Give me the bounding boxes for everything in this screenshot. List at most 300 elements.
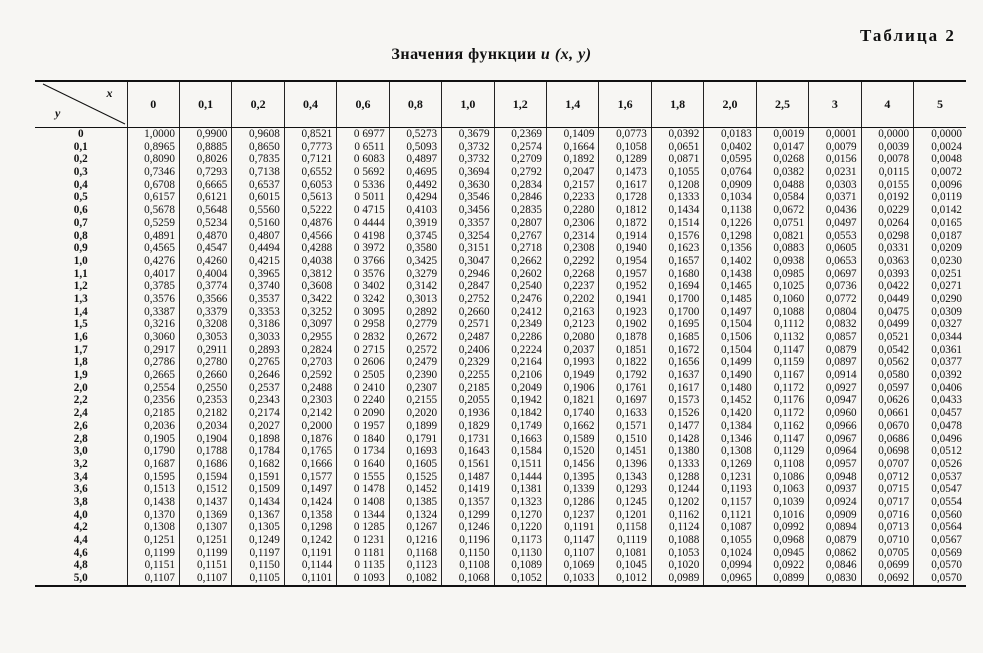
column-header: 0,1: [179, 81, 231, 128]
table-cell: 0,2792: [494, 166, 546, 179]
table-row: [35, 471, 966, 484]
table-cell: 0 2958: [337, 318, 389, 331]
table-cell: 0,1082: [389, 572, 441, 586]
table-cell: 0,0670: [861, 420, 913, 433]
table-cell: 0,3422: [284, 293, 336, 306]
table-cell: 0,2185: [127, 407, 179, 420]
table-cell: 0,0938: [756, 255, 808, 268]
table-cell: 0,1899: [389, 420, 441, 433]
table-cell: 0,1367: [232, 509, 284, 522]
table-cell: 0,3186: [232, 318, 284, 331]
table-cell: 0,0553: [809, 230, 861, 243]
table-cell: 0,3097: [284, 318, 336, 331]
table-cell: 0,0967: [809, 433, 861, 446]
table-cell: 0,1356: [704, 242, 756, 255]
table-cell: 0,1244: [651, 483, 703, 496]
table-cell: 0 6083: [337, 153, 389, 166]
table-cell: 0,1370: [127, 509, 179, 522]
table-cell: 0,0751: [756, 217, 808, 230]
table-cell: 0,0142: [914, 204, 966, 217]
table-cell: 0,1286: [547, 496, 599, 509]
table-cell: 0,1892: [547, 153, 599, 166]
table-cell: 0,0433: [914, 394, 966, 407]
table-cell: 0,1333: [651, 191, 703, 204]
row-y-value: 4,8: [73, 559, 88, 572]
table-cell: 0,1872: [599, 217, 651, 230]
table-row: [35, 141, 966, 154]
table-cell: 0,2554: [127, 382, 179, 395]
table-cell: 0,1954: [599, 255, 651, 268]
column-header: 0,4: [284, 81, 336, 128]
table-cell: 0,1514: [651, 217, 703, 230]
table-row: [35, 559, 966, 572]
table-body: [35, 128, 966, 586]
table-cell: 0,2846: [494, 191, 546, 204]
table-cell: 0,0000: [861, 128, 913, 141]
table-cell: 0,2174: [232, 407, 284, 420]
table-cell: 0,1151: [127, 559, 179, 572]
table-row: [35, 572, 966, 586]
table-cell: 0,1107: [179, 572, 231, 586]
table-cell: 0,5678: [127, 204, 179, 217]
table-cell: 0,0567: [914, 534, 966, 547]
table-cell: 0,2055: [442, 394, 494, 407]
table-cell: 0,1270: [494, 509, 546, 522]
table-cell: 0,5234: [179, 217, 231, 230]
table-cell: 0,2709: [494, 153, 546, 166]
table-cell: 0,0115: [861, 166, 913, 179]
table-row: [35, 293, 966, 306]
table-cell: 0,6053: [284, 179, 336, 192]
table-cell: 0,2662: [494, 255, 546, 268]
table-cell: 0,0692: [861, 572, 913, 586]
table-cell: 0,0966: [809, 420, 861, 433]
column-header: 1,8: [651, 81, 703, 128]
table-cell: 0,3732: [442, 153, 494, 166]
table-cell: 0,6015: [232, 191, 284, 204]
table-cell: 0,1159: [756, 356, 808, 369]
table-cell: 0,4215: [232, 255, 284, 268]
column-header: 5: [914, 81, 966, 128]
table-cell: 0,0879: [809, 344, 861, 357]
table-cell: 0,1510: [599, 433, 651, 446]
table-cell: 0,0989: [651, 572, 703, 586]
table-cell: 0,3694: [442, 166, 494, 179]
table-cell: 0,6552: [284, 166, 336, 179]
table-cell: 0 3402: [337, 280, 389, 293]
table-cell: 0,1497: [704, 306, 756, 319]
table-cell: 0,1119: [599, 534, 651, 547]
table-row: [35, 394, 966, 407]
table-cell: 0,1573: [651, 394, 703, 407]
table-cell: 0,1451: [599, 445, 651, 458]
table-cell: 0,2157: [547, 179, 599, 192]
table-cell: 0,1299: [442, 509, 494, 522]
table-cell: 0,1157: [704, 496, 756, 509]
table-cell: 0,0165: [914, 217, 966, 230]
row-y-value: 1,8: [73, 356, 88, 369]
table-cell: 0,5093: [389, 141, 441, 154]
column-header: 2,0: [704, 81, 756, 128]
table-cell: 0,1485: [704, 293, 756, 306]
table-row: [35, 420, 966, 433]
table-row: [35, 217, 966, 230]
table-cell: 0,3546: [442, 191, 494, 204]
table-cell: 0,3353: [232, 306, 284, 319]
table-cell: 0,2412: [494, 306, 546, 319]
table-cell: 0,1605: [389, 458, 441, 471]
table-cell: 0,0957: [809, 458, 861, 471]
table-cell: 0,1172: [756, 407, 808, 420]
table-cell: 0,1693: [389, 445, 441, 458]
table-cell: 0,1288: [651, 471, 703, 484]
table-cell: 0 1957: [337, 420, 389, 433]
table-cell: 0,1695: [651, 318, 703, 331]
table-cell: 0,0231: [809, 166, 861, 179]
table-cell: 0 4715: [337, 204, 389, 217]
table-cell: 0,2049: [494, 382, 546, 395]
table-cell: 0,3580: [389, 242, 441, 255]
table-row: [35, 230, 966, 243]
table-cell: 0,0830: [809, 572, 861, 586]
table-cell: 0,2767: [494, 230, 546, 243]
table-cell: 0,1150: [232, 559, 284, 572]
table-cell: 0,5160: [232, 217, 284, 230]
table-cell: 0,1162: [651, 509, 703, 522]
table-cell: 0,4288: [284, 242, 336, 255]
table-cell: 0,1525: [389, 471, 441, 484]
table-cell: 0,0804: [809, 306, 861, 319]
table-cell: 0,1914: [599, 230, 651, 243]
table-cell: 0,1087: [704, 521, 756, 534]
table-cell: 0,3216: [127, 318, 179, 331]
table-cell: 0,0402: [704, 141, 756, 154]
table-cell: 0,0945: [756, 547, 808, 560]
table-cell: 0,2036: [127, 420, 179, 433]
table-cell: 0,1081: [599, 547, 651, 560]
table-cell: 0,1197: [232, 547, 284, 560]
table-cell: 0,1381: [494, 483, 546, 496]
table-cell: 0,2268: [547, 268, 599, 281]
table-cell: 0,0862: [809, 547, 861, 560]
table-row: [35, 255, 966, 268]
table-cell: 0,7773: [284, 141, 336, 154]
table-cell: 0,2047: [547, 166, 599, 179]
table-cell: 0,1151: [179, 559, 231, 572]
table-cell: 0,7835: [232, 153, 284, 166]
table-cell: 0 1840: [337, 433, 389, 446]
table-cell: 0,1520: [547, 445, 599, 458]
table-cell: 0,0119: [914, 191, 966, 204]
table-cell: 0,0846: [809, 559, 861, 572]
table-cell: 0,0948: [809, 471, 861, 484]
table-cell: 0,1561: [442, 458, 494, 471]
table-cell: 0,0772: [809, 293, 861, 306]
table-cell: 0,5222: [284, 204, 336, 217]
table-cell: 0,0595: [704, 153, 756, 166]
table-cell: 0,1656: [651, 356, 703, 369]
table-cell: 0,1617: [599, 179, 651, 192]
table-cell: 0,1477: [651, 420, 703, 433]
table-cell: 0,3740: [232, 280, 284, 293]
row-y-value: 0,6: [73, 204, 88, 217]
column-header: 1,6: [599, 81, 651, 128]
table-cell: 0,1226: [704, 217, 756, 230]
table-cell: 0,0209: [914, 242, 966, 255]
row-y-value: 3,2: [73, 457, 88, 470]
table-cell: 0,0605: [809, 242, 861, 255]
column-header: 0: [127, 81, 179, 128]
table-cell: 0 3242: [337, 293, 389, 306]
table-cell: 0,1231: [704, 471, 756, 484]
row-y-value: 2,4: [73, 407, 88, 420]
row-y-value: 0,2: [73, 153, 88, 166]
table-row: [35, 483, 966, 496]
table-cell: 0,1201: [599, 509, 651, 522]
table-cell: 0,1499: [704, 356, 756, 369]
table-cell: 0,1267: [389, 521, 441, 534]
table-cell: 0,1584: [494, 445, 546, 458]
table-cell: 0,1765: [284, 445, 336, 458]
table-cell: 0,0699: [861, 559, 913, 572]
table-cell: 0,1199: [179, 547, 231, 560]
table-cell: 0,1952: [599, 280, 651, 293]
table-label: Таблица 2: [860, 26, 956, 45]
table-cell: 0,0496: [914, 433, 966, 446]
table-cell: 0,1055: [651, 166, 703, 179]
table-cell: 0,0964: [809, 445, 861, 458]
table-cell: 0,3732: [442, 141, 494, 154]
row-y-value: 0,5: [73, 191, 88, 204]
table-cell: 0,1132: [756, 331, 808, 344]
table-cell: 0,1438: [704, 268, 756, 281]
table-cell: 0,1682: [232, 458, 284, 471]
table-cell: 0,2946: [442, 268, 494, 281]
table-cell: 0,1124: [651, 521, 703, 534]
table-cell: 0,0821: [756, 230, 808, 243]
table-cell: 0,2182: [179, 407, 231, 420]
table-cell: 0,1069: [547, 559, 599, 572]
table-cell: 0 1285: [337, 521, 389, 534]
table-cell: 0,2037: [547, 344, 599, 357]
function-values-table: [35, 80, 966, 587]
table-cell: 0,0187: [914, 230, 966, 243]
table-cell: 0,1409: [547, 128, 599, 141]
table-cell: 0 3576: [337, 268, 389, 281]
table-cell: 0,0048: [914, 153, 966, 166]
table-cell: 0 2410: [337, 382, 389, 395]
table-cell: 0,0883: [756, 242, 808, 255]
column-header: 1,4: [547, 81, 599, 128]
table-cell: 0 2505: [337, 369, 389, 382]
table-cell: 0,8090: [127, 153, 179, 166]
table-cell: 0,2164: [494, 356, 546, 369]
table-cell: 0,0879: [809, 534, 861, 547]
table-cell: 0,0096: [914, 179, 966, 192]
table-cell: 0,0422: [861, 280, 913, 293]
table-row: [35, 268, 966, 281]
table-cell: 0,1129: [756, 445, 808, 458]
table-cell: 0,0832: [809, 318, 861, 331]
table-cell: 0,2369: [494, 128, 546, 141]
row-y-value: 0,9: [73, 242, 88, 255]
table-cell: 0,1395: [547, 471, 599, 484]
table-cell: 0,4004: [179, 268, 231, 281]
table-cell: 0,0560: [914, 509, 966, 522]
table-cell: 0,1158: [599, 521, 651, 534]
table-cell: 0,3576: [127, 293, 179, 306]
table-cell: 0,7346: [127, 166, 179, 179]
table-cell: 0,3774: [179, 280, 231, 293]
table-cell: 0,1923: [599, 306, 651, 319]
table-cell: 0,1307: [179, 521, 231, 534]
table-cell: 0,4891: [127, 230, 179, 243]
table-cell: 0,1936: [442, 407, 494, 420]
table-row: [35, 153, 966, 166]
column-header: 0,2: [232, 81, 284, 128]
table-cell: 0,1465: [704, 280, 756, 293]
table-cell: 0,2672: [389, 331, 441, 344]
table-cell: 0,1506: [704, 331, 756, 344]
table-cell: 0,1237: [547, 509, 599, 522]
title-function: u (x, y): [540, 46, 592, 63]
table-cell: 0,1637: [651, 369, 703, 382]
table-cell: 0,0897: [809, 356, 861, 369]
table-cell: 0,2646: [232, 369, 284, 382]
table-cell: 0,1595: [127, 471, 179, 484]
table-cell: 0,0914: [809, 369, 861, 382]
table-cell: 0,1419: [442, 483, 494, 496]
table-cell: 0 2090: [337, 407, 389, 420]
table-cell: 0,1942: [494, 394, 546, 407]
table-cell: 0,1791: [389, 433, 441, 446]
table-cell: 0,5648: [179, 204, 231, 217]
column-header: 0,8: [389, 81, 441, 128]
table-cell: 0,1591: [232, 471, 284, 484]
table-cell: 0,1749: [494, 420, 546, 433]
table-cell: 0,0547: [914, 483, 966, 496]
table-cell: 0,7293: [179, 166, 231, 179]
table-cell: 0,0909: [704, 179, 756, 192]
table-cell: 0,0736: [809, 280, 861, 293]
row-y-value: 1,1: [73, 267, 88, 280]
table-cell: 0,1497: [284, 483, 336, 496]
table-cell: 0,1172: [756, 382, 808, 395]
table-cell: 0,8521: [284, 128, 336, 141]
table-cell: 0,1700: [651, 293, 703, 306]
table-cell: 0,0661: [861, 407, 913, 420]
table-cell: 0,3965: [232, 268, 284, 281]
table-cell: 0,3151: [442, 242, 494, 255]
table-cell: 0,1663: [494, 433, 546, 446]
table-cell: 0,4260: [179, 255, 231, 268]
table-cell: 0,0947: [809, 394, 861, 407]
table-cell: 0,1761: [599, 382, 651, 395]
table-cell: 0,2572: [389, 344, 441, 357]
table-cell: 0 5692: [337, 166, 389, 179]
table-cell: 0,1509: [232, 483, 284, 496]
table-cell: 0,2780: [179, 356, 231, 369]
table-cell: 0,2660: [442, 306, 494, 319]
table-cell: 0,0965: [704, 572, 756, 586]
table-cell: 0,4876: [284, 217, 336, 230]
table-cell: 0,0562: [861, 356, 913, 369]
table-cell: 0,2592: [284, 369, 336, 382]
table-cell: 0,1643: [442, 445, 494, 458]
table-cell: 0,0992: [756, 521, 808, 534]
table-cell: 0 1640: [337, 458, 389, 471]
table-cell: 0,1045: [599, 559, 651, 572]
table-cell: 0,1298: [704, 230, 756, 243]
table-cell: 0,1088: [756, 306, 808, 319]
table-cell: 0,1633: [599, 407, 651, 420]
table-cell: 0,2779: [389, 318, 441, 331]
table-cell: 0,1052: [494, 572, 546, 586]
table-cell: 0,2406: [442, 344, 494, 357]
table-cell: 0,0268: [756, 153, 808, 166]
table-cell: 0,2765: [232, 356, 284, 369]
table-cell: 0 5011: [337, 191, 389, 204]
table-cell: 0 1135: [337, 559, 389, 572]
table-cell: 0,1121: [704, 509, 756, 522]
table-cell: 0,2571: [442, 318, 494, 331]
table-cell: 0,0698: [861, 445, 913, 458]
table-cell: 0,1941: [599, 293, 651, 306]
row-y-value: 4,0: [73, 508, 88, 521]
table-cell: 0 1734: [337, 445, 389, 458]
table-cell: 0,1504: [704, 318, 756, 331]
table-cell: 0,4870: [179, 230, 231, 243]
table-cell: 0,3053: [179, 331, 231, 344]
table-cell: 0,2955: [284, 331, 336, 344]
table-cell: 0,0909: [809, 509, 861, 522]
table-cell: 0,1437: [179, 496, 231, 509]
table-cell: 0,0570: [914, 559, 966, 572]
table-cell: 0,0251: [914, 268, 966, 281]
table-cell: 0,0271: [914, 280, 966, 293]
table-row: [35, 280, 966, 293]
table-row: [35, 318, 966, 331]
table-cell: 0,0457: [914, 407, 966, 420]
row-y-value: 4,4: [73, 534, 88, 546]
table-cell: 0,1792: [599, 369, 651, 382]
table-cell: 0,1949: [547, 369, 599, 382]
row-y-value: 4,2: [73, 521, 88, 534]
table-cell: 0,2574: [494, 141, 546, 154]
table-cell: 0,1251: [127, 534, 179, 547]
table-cell: 0,2834: [494, 179, 546, 192]
table-cell: 0,0449: [861, 293, 913, 306]
table-cell: 0 2606: [337, 356, 389, 369]
table-cell: 0,1940: [599, 242, 651, 255]
row-y-value: 0,1: [73, 140, 88, 153]
table-row: [35, 382, 966, 395]
table-cell: 0,5273: [389, 128, 441, 141]
table-cell: 0,5560: [232, 204, 284, 217]
table-cell: 0,0985: [756, 268, 808, 281]
title-prefix: Значения функции: [391, 46, 541, 63]
table-cell: 0 3972: [337, 242, 389, 255]
table-cell: 0,0230: [914, 255, 966, 268]
table-cell: 0,2106: [494, 369, 546, 382]
table-cell: 0,1369: [179, 509, 231, 522]
table-cell: 0,1878: [599, 331, 651, 344]
table-cell: 0,0922: [756, 559, 808, 572]
table-cell: 0,5259: [127, 217, 179, 230]
table-cell: 0,1594: [179, 471, 231, 484]
row-y-value: 0,4: [73, 178, 88, 191]
table-cell: 0,2824: [284, 344, 336, 357]
